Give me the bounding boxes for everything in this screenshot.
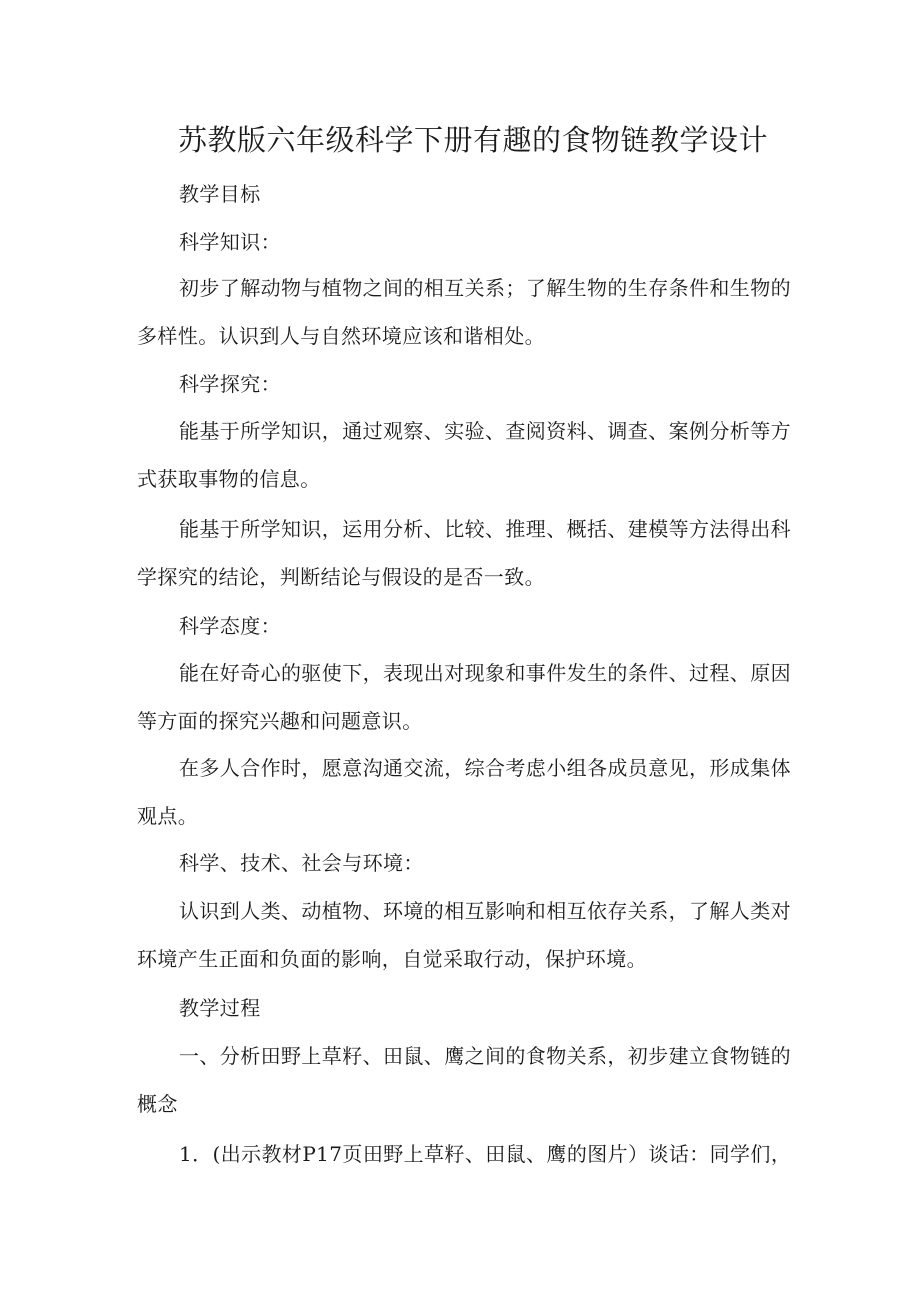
paragraph-line: 初步了解动物与植物之间的相互关系；了解生物的生存条件和生物的 <box>179 276 791 300</box>
paragraph-line: 能基于所学知识，运用分析、比较、推理、概括、建模等方法得出科 <box>179 517 791 541</box>
section-heading-teaching-process: 教学过程 <box>179 996 261 1020</box>
paragraph-line: 概念 <box>137 1092 178 1116</box>
paragraph-line: 学探究的结论，判断结论与假设的是否一致。 <box>137 565 545 589</box>
paragraph-line: 环境产生正面和负面的影响，自觉采取行动，保护环境。 <box>137 947 647 971</box>
paragraph-line: 在多人合作时，愿意沟通交流，综合考虑小组各成员意见，形成集体 <box>179 756 791 780</box>
paragraph-line: 1．(出示教材P17页田野上草籽、田鼠、鹰的图片）谈话：同学们， <box>179 1142 792 1166</box>
paragraph-line: 多样性。认识到人与自然环境应该和谐相处。 <box>137 324 545 348</box>
subheading-science-knowledge: 科学知识： <box>179 230 281 254</box>
paragraph-line: 等方面的探究兴趣和问题意识。 <box>137 709 423 733</box>
subheading-science-inquiry: 科学探究： <box>179 372 281 396</box>
subheading-science-technology-society-environment: 科学、技术、社会与环境： <box>179 851 424 875</box>
paragraph-line: 式获取事物的信息。 <box>137 467 321 491</box>
subheading-science-attitude: 科学态度： <box>179 614 281 638</box>
paragraph-line: 观点。 <box>137 804 199 828</box>
paragraph-line: 能在好奇心的驱使下，表现出对现象和事件发生的条件、过程、原因 <box>179 661 791 685</box>
paragraph-line: 一、分析田野上草籽、田鼠、鹰之间的食物关系，初步建立食物链的 <box>179 1044 791 1068</box>
document-title: 苏教版六年级科学下册有趣的食物链教学设计 <box>178 123 769 157</box>
section-heading-teaching-goals: 教学目标 <box>179 182 261 206</box>
paragraph-line: 认识到人类、动植物、环境的相互影响和相互依存关系，了解人类对 <box>179 899 791 923</box>
paragraph-line: 能基于所学知识，通过观察、实验、查阅资料、调查、案例分析等方 <box>179 419 791 443</box>
